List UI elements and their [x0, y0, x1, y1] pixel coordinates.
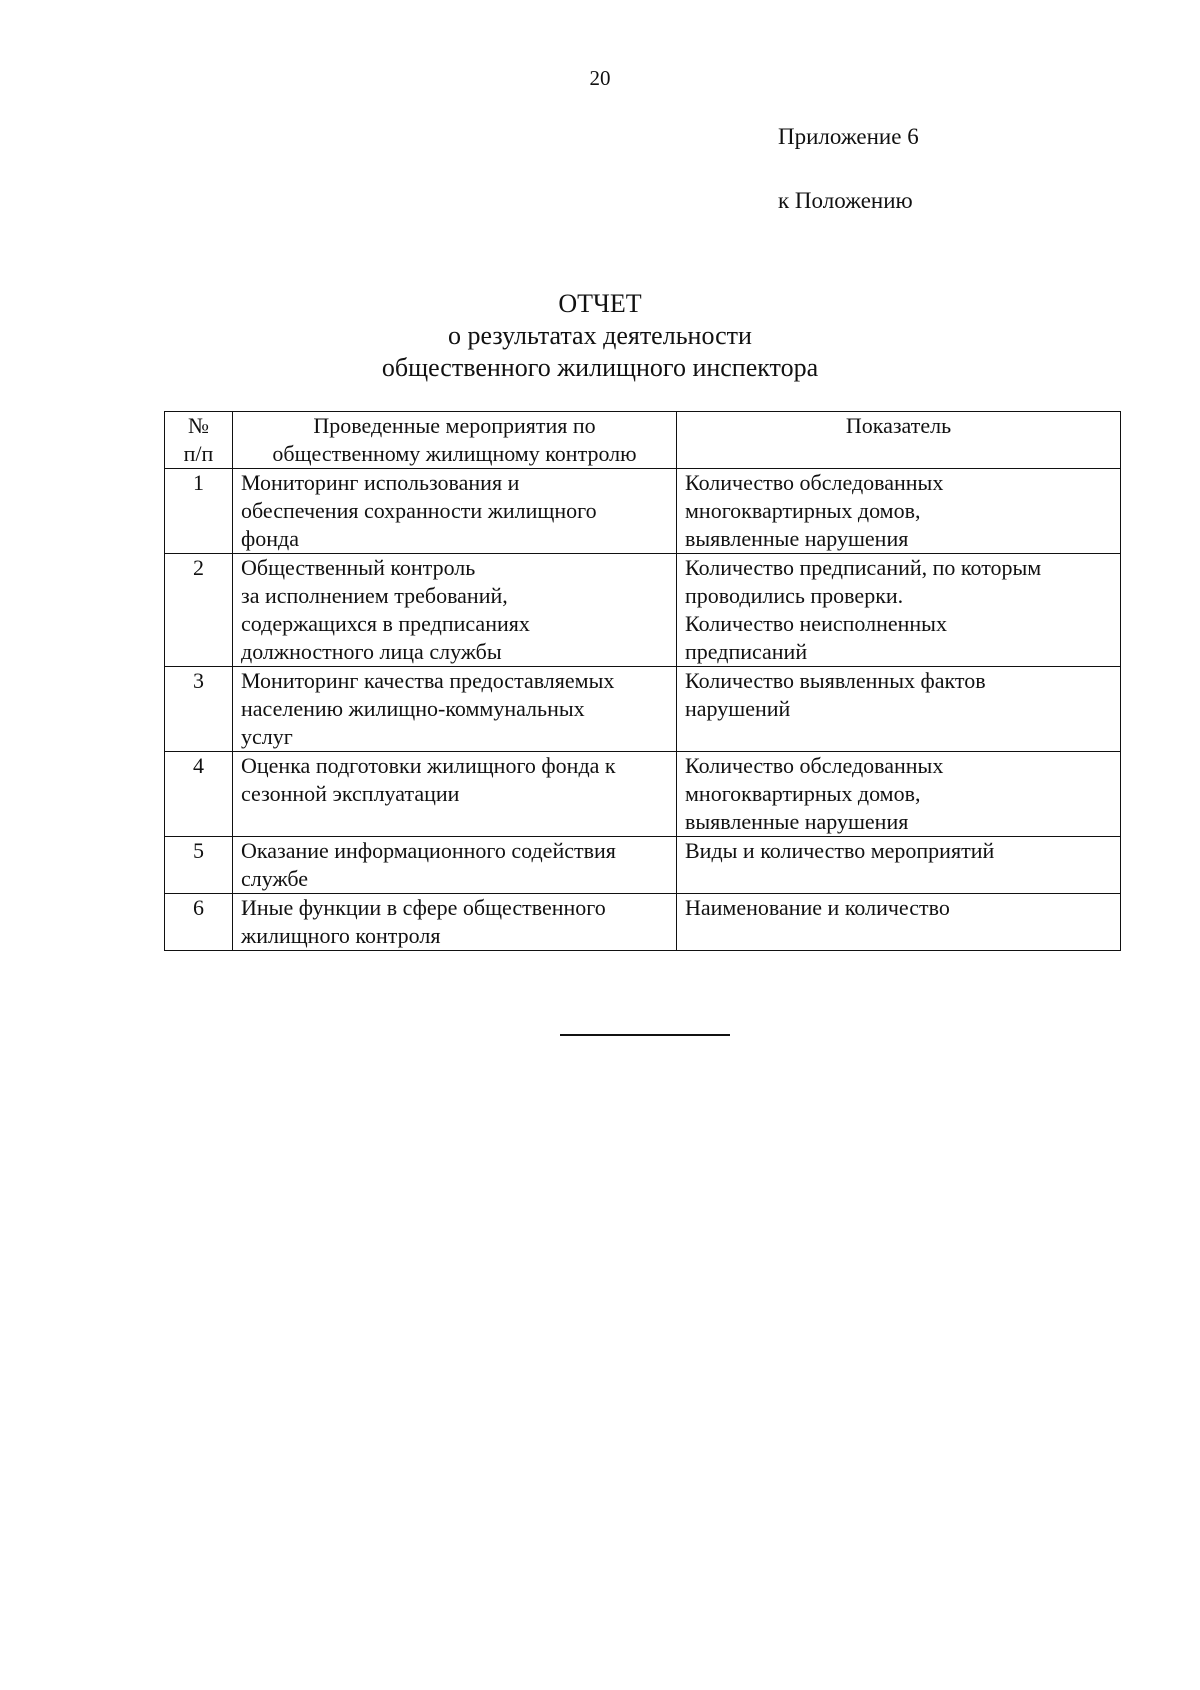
- report-subtitle-line2: общественного жилищного инспектора: [381, 353, 819, 382]
- table-row: [165, 469, 1121, 554]
- row-activity: [233, 894, 677, 951]
- row-indicator: [677, 469, 1121, 554]
- activity-line: за исполнением требований,: [241, 583, 508, 608]
- header-num-line2: п/п: [183, 441, 214, 466]
- indicator-line: Количество выявленных фактов: [685, 668, 986, 693]
- table-body: [165, 469, 1121, 951]
- indicator-line: Наименование и количество: [685, 895, 950, 920]
- header-num: [165, 412, 233, 469]
- appendix-title: Приложение 6: [778, 124, 919, 149]
- header-activity-line1: Проведенные мероприятия по: [313, 413, 596, 438]
- row-number: 2: [165, 554, 233, 667]
- activity-line: жилищного контроля: [241, 923, 441, 948]
- activity-line: службе: [241, 866, 309, 891]
- activity-line: фонда: [241, 526, 299, 551]
- end-divider: [560, 1034, 730, 1036]
- indicator-line: Количество обследованных: [685, 753, 944, 778]
- row-number: 6: [165, 894, 233, 951]
- table-header-row: [165, 412, 1121, 469]
- table-row: [165, 752, 1121, 837]
- activity-line: населению жилищно-коммунальных: [241, 696, 585, 721]
- activity-line: содержащихся в предписаниях: [241, 611, 530, 636]
- activity-line: Общественный контроль: [241, 555, 476, 580]
- row-indicator: [677, 667, 1121, 752]
- header-indicator: [677, 412, 1121, 469]
- table-row: [165, 554, 1121, 667]
- row-indicator: [677, 837, 1121, 894]
- activity-line: услуг: [241, 724, 293, 749]
- row-number: 1: [165, 469, 233, 554]
- activity-line: Иные функции в сфере общественного: [241, 895, 606, 920]
- activity-line: сезонной эксплуатации: [241, 781, 460, 806]
- row-indicator: [677, 894, 1121, 951]
- report-heading: [0, 288, 1200, 384]
- indicator-line: Количество неисполненных: [685, 611, 947, 636]
- indicator-line: Количество предписаний, по которым: [685, 555, 1042, 580]
- page-number: 20: [589, 66, 611, 90]
- header-indicator-label: Показатель: [845, 413, 952, 438]
- activity-line: обеспечения сохранности жилищного: [241, 498, 597, 523]
- row-number: 3: [165, 667, 233, 752]
- indicator-line: Количество обследованных: [685, 470, 944, 495]
- indicator-line: выявленные нарушения: [685, 526, 909, 551]
- row-number: 5: [165, 837, 233, 894]
- appendix-reference: к Положению: [778, 188, 913, 213]
- indicator-line: нарушений: [685, 696, 791, 721]
- table-row: [165, 894, 1121, 951]
- report-table: [164, 411, 1121, 951]
- table-row: [165, 667, 1121, 752]
- row-activity: [233, 667, 677, 752]
- indicator-line: проводились проверки.: [685, 583, 904, 608]
- indicator-line: многоквартирных домов,: [685, 781, 921, 806]
- report-title: ОТЧЕТ: [558, 289, 642, 318]
- activity-line: Оценка подготовки жилищного фонда к: [241, 753, 616, 778]
- row-indicator: [677, 554, 1121, 667]
- row-activity: [233, 837, 677, 894]
- activity-line: Мониторинг качества предоставляемых: [241, 668, 615, 693]
- indicator-line: предписаний: [685, 639, 808, 664]
- row-activity: [233, 469, 677, 554]
- header-activity: [233, 412, 677, 469]
- report-subtitle-line1: о результатах деятельности: [448, 321, 752, 350]
- header-activity-line2: общественному жилищному контролю: [272, 441, 637, 466]
- row-activity: [233, 752, 677, 837]
- row-number: 4: [165, 752, 233, 837]
- table-row: [165, 837, 1121, 894]
- indicator-line: выявленные нарушения: [685, 809, 909, 834]
- row-activity: [233, 554, 677, 667]
- header-num-line1: №: [188, 413, 209, 438]
- activity-line: Оказание информационного содействия: [241, 838, 616, 863]
- row-indicator: [677, 752, 1121, 837]
- activity-line: Мониторинг использования и: [241, 470, 520, 495]
- indicator-line: многоквартирных домов,: [685, 498, 921, 523]
- activity-line: должностного лица службы: [241, 639, 502, 664]
- indicator-line: Виды и количество мероприятий: [685, 838, 995, 863]
